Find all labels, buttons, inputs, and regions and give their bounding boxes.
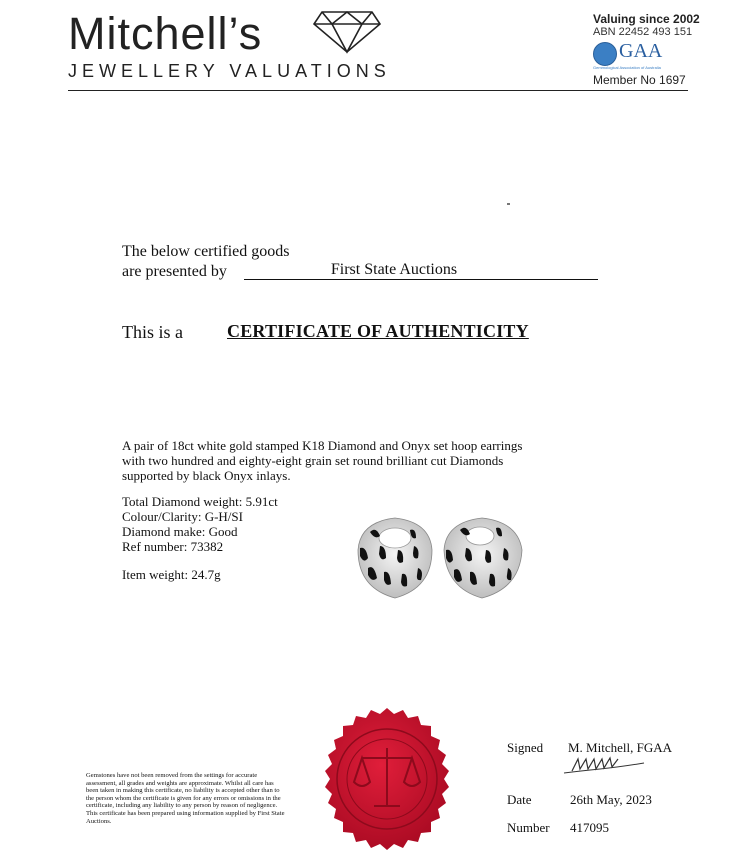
number-value: 417095 (570, 820, 609, 835)
header-divider (68, 90, 688, 91)
certificate-title: CERTIFICATE OF AUTHENTICITY (227, 321, 529, 341)
valuing-since: Valuing since 2002 (593, 12, 700, 26)
certificate-prefix: This is a (122, 322, 183, 342)
signed-label: Signed (507, 740, 544, 755)
item-description (122, 438, 542, 483)
presenter-name: First State Auctions (330, 261, 458, 278)
scan-speck (507, 203, 510, 205)
number-label: Number (507, 820, 550, 835)
signed-value: M. Mitchell, FGAA (568, 740, 672, 755)
description-line-2: with two hundred and eighty-eight grain set round brilliant cut Diamonds (122, 453, 504, 468)
intro-line-2: are presented by (122, 263, 227, 280)
total-diamond-weight: Total Diamond weight: 5.91ct (122, 494, 278, 509)
colour-clarity: Colour/Clarity: G-H/SI (122, 509, 243, 524)
gaa-caption: Gemmological Association of Australia (593, 65, 661, 70)
date-value: 26th May, 2023 (570, 792, 652, 807)
diamond-logo-icon (312, 4, 382, 54)
earrings-photo (350, 510, 530, 605)
intro-line-1: The below certified goods (122, 243, 290, 260)
wax-seal (314, 706, 460, 852)
abn-number: ABN 22452 493 151 (593, 26, 693, 38)
gaa-badge-icon (593, 42, 617, 66)
brand-subtitle: JEWELLERY VALUATIONS (68, 61, 391, 81)
brand-name: Mitchell’s (68, 8, 263, 59)
item-weight: Item weight: 24.7g (122, 567, 221, 582)
signature-mark (560, 755, 650, 777)
gaa-logo-text: GAA (619, 40, 663, 62)
disclaimer-text: Gemstones have not been removed from the settings for accurate assessment, all grades and weights are approximate. Whilst all care has been taken in making this certificate, no liability is accepted other than to the person whom the certificate is given for any errors or omissions in the certificate, including any liability to any person by reason of negligence. This certificate has been prepared using information supplied by First State Auctions. (86, 772, 285, 825)
ref-number: Ref number: 73382 (122, 539, 224, 554)
diamond-make: Diamond make: Good (122, 524, 238, 539)
date-label: Date (507, 792, 532, 807)
description-line-3: supported by black Onyx inlays. (122, 468, 291, 483)
member-number: Member No 1697 (593, 73, 686, 87)
presenter-underline (244, 279, 598, 280)
description-line-1: A pair of 18ct white gold stamped K18 Diamond and Onyx set hoop earrings (122, 438, 523, 453)
